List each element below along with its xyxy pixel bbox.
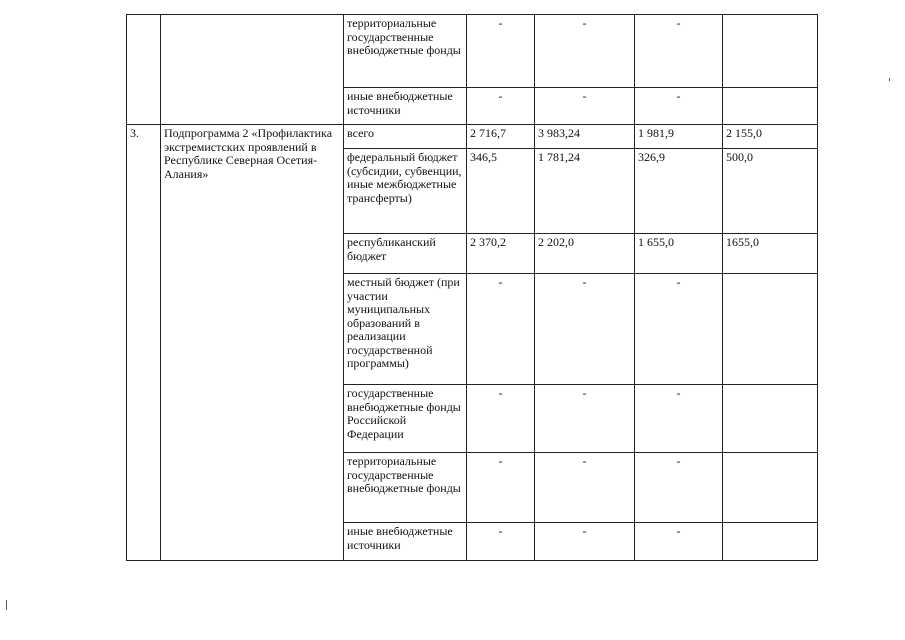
value-cell: 2 155,0 bbox=[723, 125, 818, 149]
value-cell: 1 981,9 bbox=[635, 125, 723, 149]
source-cell: местный бюджет (при участии муниципальных образований в реализации государственной программы) bbox=[344, 274, 467, 385]
value-cell: 2 370,2 bbox=[467, 234, 535, 274]
scan-mark bbox=[889, 78, 890, 81]
value-cell: - bbox=[635, 523, 723, 561]
value-cell bbox=[723, 274, 818, 385]
source-cell: государственные внебюджетные фонды Российской Федерации bbox=[344, 385, 467, 453]
table-row bbox=[127, 125, 818, 149]
value-cell: - bbox=[535, 523, 635, 561]
value-cell: - bbox=[467, 523, 535, 561]
scan-mark bbox=[6, 600, 7, 610]
source-cell: федеральный бюджет (субсидии, субвенции, иные межбюджетные трансферты) bbox=[344, 149, 467, 234]
value-cell bbox=[723, 523, 818, 561]
source-cell: всего bbox=[344, 125, 467, 149]
value-cell: 1655,0 bbox=[723, 234, 818, 274]
value-cell bbox=[723, 15, 818, 88]
value-cell: - bbox=[535, 274, 635, 385]
value-cell: - bbox=[467, 15, 535, 88]
value-cell: - bbox=[635, 385, 723, 453]
value-cell: 3 983,24 bbox=[535, 125, 635, 149]
number-cell bbox=[127, 15, 161, 125]
source-cell: республиканский бюджет bbox=[344, 234, 467, 274]
value-cell: - bbox=[635, 453, 723, 523]
value-cell: - bbox=[467, 453, 535, 523]
source-cell: иные внебюджетные источники bbox=[344, 523, 467, 561]
source-cell: иные внебюджетные источники bbox=[344, 88, 467, 125]
value-cell: 346,5 bbox=[467, 149, 535, 234]
value-cell: - bbox=[467, 274, 535, 385]
value-cell: 1 781,24 bbox=[535, 149, 635, 234]
value-cell: - bbox=[635, 88, 723, 125]
program-number: 3. bbox=[127, 125, 161, 561]
value-cell: - bbox=[535, 385, 635, 453]
source-cell: территориальные государственные внебюджетные фонды bbox=[344, 453, 467, 523]
program-name-cell bbox=[161, 15, 344, 125]
value-cell: 1 655,0 bbox=[635, 234, 723, 274]
value-cell: - bbox=[535, 453, 635, 523]
value-cell: - bbox=[535, 15, 635, 88]
table-row bbox=[127, 15, 818, 88]
value-cell bbox=[723, 453, 818, 523]
source-cell: территориальные государственные внебюджетные фонды bbox=[344, 15, 467, 88]
value-cell: - bbox=[535, 88, 635, 125]
value-cell bbox=[723, 88, 818, 125]
value-cell: 326,9 bbox=[635, 149, 723, 234]
value-cell: - bbox=[635, 15, 723, 88]
value-cell: 500,0 bbox=[723, 149, 818, 234]
value-cell: 2 202,0 bbox=[535, 234, 635, 274]
value-cell: 2 716,7 bbox=[467, 125, 535, 149]
value-cell: - bbox=[467, 385, 535, 453]
program-name: Подпрограмма 2 «Профилактика экстремистских проявлений в Республике Северная Осетия-Алания» bbox=[161, 125, 344, 561]
value-cell: - bbox=[467, 88, 535, 125]
value-cell: - bbox=[635, 274, 723, 385]
funding-table bbox=[126, 14, 818, 561]
value-cell bbox=[723, 385, 818, 453]
